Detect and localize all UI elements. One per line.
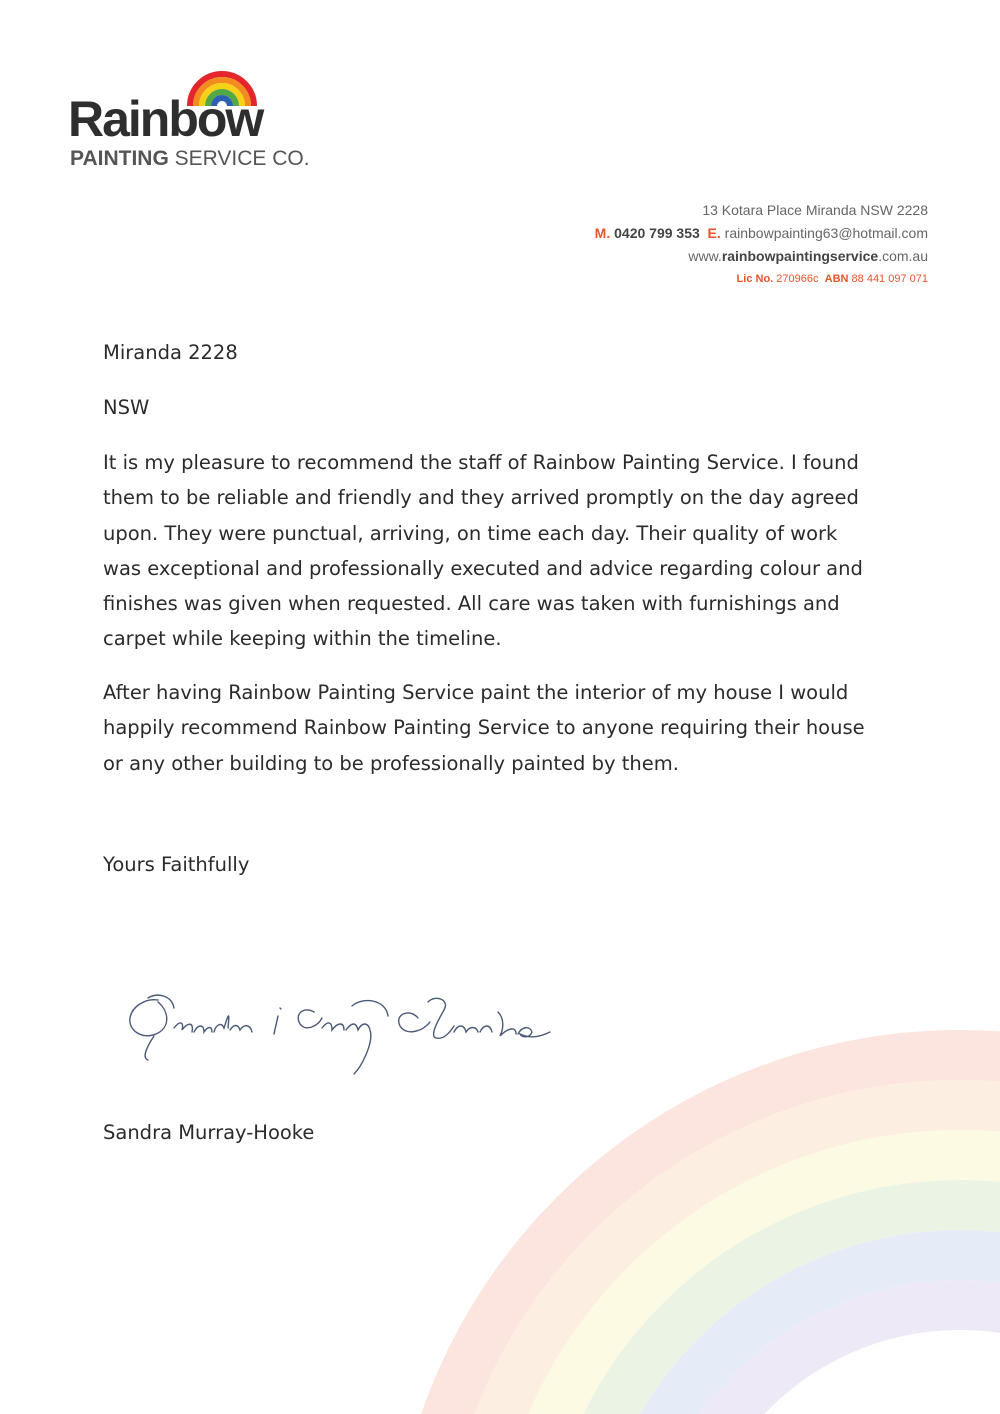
mobile-number: 0420 799 353 bbox=[614, 225, 700, 241]
email-address: rainbowpainting63@hotmail.com bbox=[724, 225, 928, 241]
closing: Yours Faithfully bbox=[103, 853, 250, 876]
paragraph-1: It is my pleasure to recommend the staff of Rainbow Painting Service. I found them to be reliable and friendly and they arrived promptly on the day agreed upon. They were punctual, arriving, on time each day. Their quality of work was exceptional and professionally executed and advice regarding colour and finishes was given when requested. All care was taken with furnishings and carpet while keeping within the timeline. bbox=[103, 451, 863, 651]
license-line: Lic No. 270966c ABN 88 441 097 071 bbox=[736, 273, 928, 285]
signatory-name: Sandra Murray-Hooke bbox=[103, 1121, 315, 1144]
logo-tagline: PAINTING SERVICE CO. bbox=[70, 147, 310, 170]
website: www.rainbowpaintingservice.com.au bbox=[688, 248, 928, 264]
background-rainbow-decoration bbox=[400, 1000, 1000, 1414]
company-logo bbox=[68, 68, 328, 178]
recipient-suburb: Miranda 2228 bbox=[103, 341, 238, 364]
contact-block bbox=[595, 200, 928, 292]
phone-email-line: M. 0420 799 353 E. rainbowpainting63@hotmail.com bbox=[594, 225, 928, 241]
logo-wordmark: Rainbow bbox=[68, 91, 263, 147]
recipient-state: NSW bbox=[103, 396, 150, 419]
address: 13 Kotara Place Miranda NSW 2228 bbox=[702, 202, 928, 218]
paragraph-2: After having Rainbow Painting Service paint the interior of my house I would happily recommend Rainbow Painting Service to anyone requiring their house or any other building to be professionally painted by them. bbox=[103, 681, 865, 775]
